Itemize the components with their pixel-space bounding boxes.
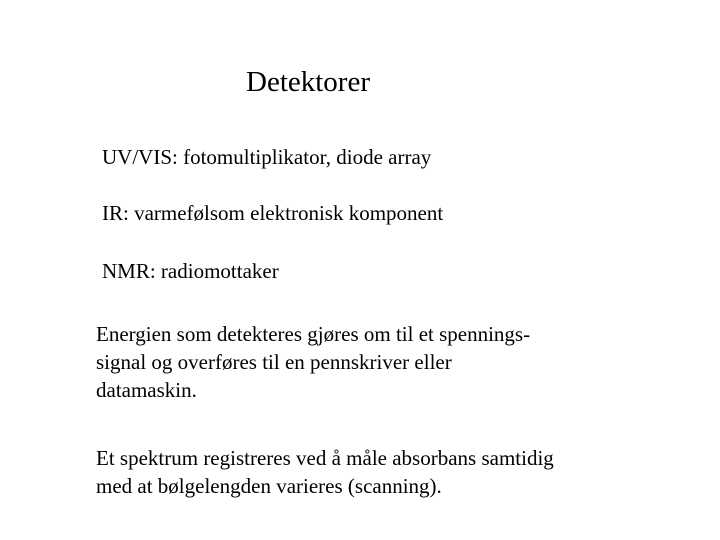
paragraph-line: Et spektrum registreres ved å måle absorbans samtidig [96, 446, 554, 470]
paragraph-line: signal og overføres til en pennskriver eller [96, 350, 452, 374]
slide-title: Detektorer [246, 66, 370, 98]
detector-nmr: NMR: radiomottaker [102, 259, 279, 283]
paragraph-spectrum-scanning [96, 444, 656, 500]
paragraph-signal-conversion [96, 320, 656, 404]
detector-uv-vis: UV/VIS: fotomultiplikator, diode array [102, 145, 432, 169]
detector-ir: IR: varmefølsom elektronisk komponent [102, 201, 444, 225]
paragraph-line: datamaskin. [96, 378, 197, 402]
paragraph-line: med at bølgelengden varieres (scanning). [96, 474, 442, 498]
paragraph-line: Energien som detekteres gjøres om til et spennings- [96, 322, 531, 346]
